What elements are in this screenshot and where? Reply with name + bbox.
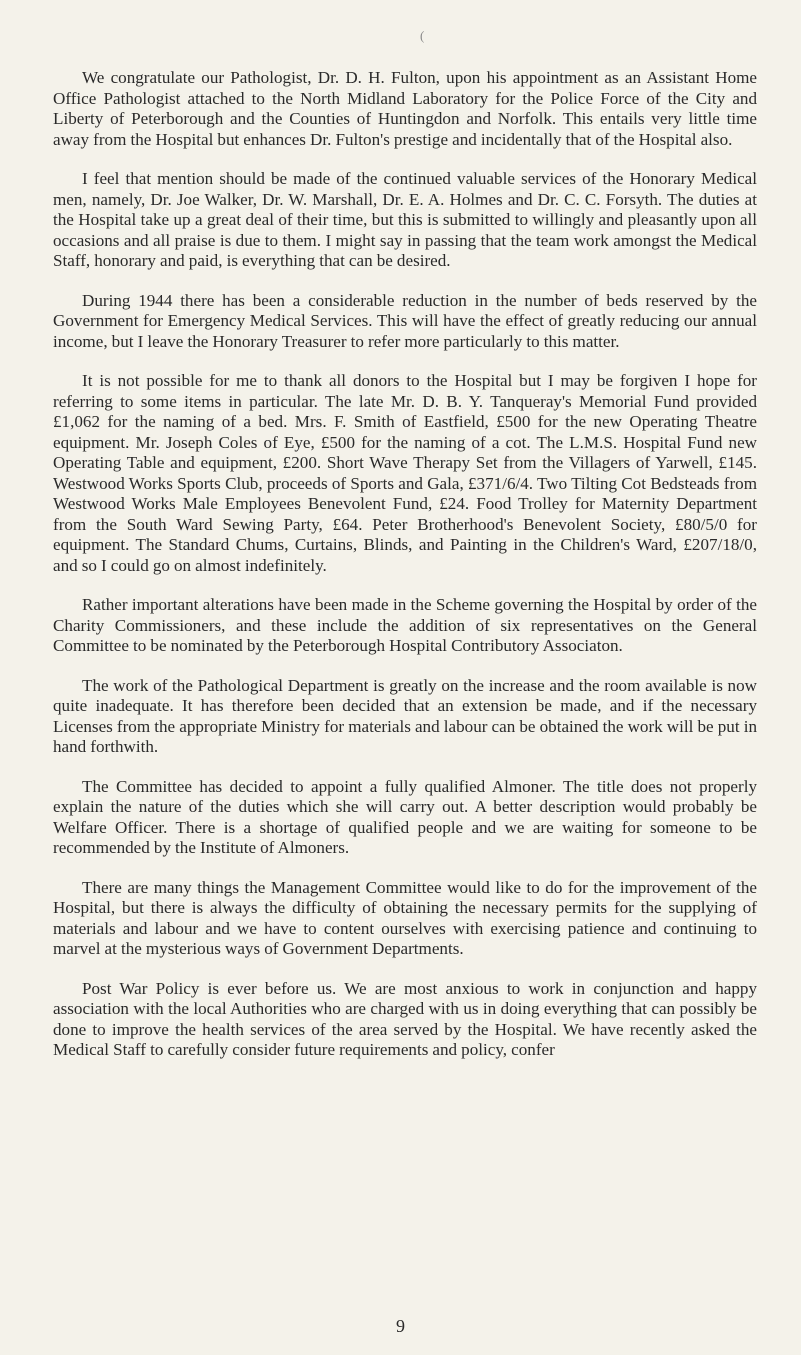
paragraph-pathological-department: The work of the Pathological Department is greatly on the increase and the room available is now quite inadequate. It has therefore been decided that an extension be made, and if the necessary Licenses from the appropriate Ministry for materials and labour can be obtained the work will be put in hand forthwith. (53, 675, 757, 756)
paragraph-scheme-alterations: Rather important alterations have been made in the Scheme governing the Hospital by order of the Charity Commissioners, and these include the addition of six representatives on the General Committee to be nominated by the Peterborough Hospital Contributory Associaton. (53, 595, 757, 655)
page-number: 9 (396, 1316, 405, 1336)
paragraph-bed-reduction: During 1944 there has been a considerable reduction in the number of beds reserved by the Government for Emergency Medical Services. This will have the effect of greatly reducing our annual income, but I leave the Honorary Treasurer to refer more particularly to this matter. (53, 290, 757, 351)
paragraph-pathologist-appointment: We congratulate our Pathologist, Dr. D. H. Fulton, upon his appointment as an Assistant Home Office Pathologist attached to the North Midland Laboratory for the Police Force of the City and Liberty of Peterborough and the Counties of Huntingdon and Norfolk. This entails very little time away from the Hospital but enhances Dr. Fulton's prestige and incidentally that of the Hospital also. (53, 68, 757, 149)
paragraph-almoner: The Committee has decided to appoint a fully qualified Almoner. The title does not properly explain the nature of the duties which she will carry out. A better description would probably be Welfare Officer. There is a shortage of qualified people and we are waiting for someone to be recommended by the Institute of Almoners. (53, 776, 757, 857)
paragraph-honorary-medical-men: I feel that mention should be made of the continued valuable services of the Honorary Medical men, namely, Dr. Joe Walker, Dr. W. Marshall, Dr. E. A. Holmes and Dr. C. C. Forsyth. The duties at the Hospital take up a great deal of their time, but this is submitted to willingly and pleasantly upon all occasions and all praise is due to them. I might say in passing that the team work amongst the Medical Staff, honorary and paid, is everything that can be desired. (53, 169, 757, 270)
paragraph-management-committee: There are many things the Management Committee would like to do for the improvement of the Hospital, but there is always the difficulty of obtaining the necessary permits for the supplying of materials and labour and we have to content ourselves with exercising patience and continuing to marvel at the mysterious ways of Government Departments. (53, 877, 757, 958)
paragraph-post-war-policy: Post War Policy is ever before us. We are most anxious to work in conjunction and happy association with the local Authorities who are charged with us in doing everything that can possibly be done to improve the health services of the area served by the Hospital. We have recently asked the Medical Staff to carefully consider future requirements and policy, confer (53, 978, 757, 1059)
paragraph-donors: It is not possible for me to thank all donors to the Hospital but I may be forgiven I hope for referring to some items in particular. The late Mr. D. B. Y. Tanqueray's Memorial Fund provided £1,062 for the naming of a bed. Mrs. F. Smith of Eastfield, £500 for the new Operating Theatre equipment. Mr. Joseph Coles of Eye, £500 for the naming of a cot. The L.M.S. Hospital Fund new Operating Table and equipment, £200. Short Wave Therapy Set from the Villagers of Yarwell, £145. Westwood Works Sports Club, proceeds of Sports and Gala, £371/6/4. Two Tilting Cot Bedsteads from Westwood Works Male Employees Benevolent Fund, £24. Food Trolley for Maternity Department from the South Ward Sewing Party, £64. Peter Brotherhood's Benevolent Society, £80/5/0 for equipment. The Standard Chums, Curtains, Blinds, and Painting in the Children's Ward, £207/18/0, and so I could go on almost indefinitely. (53, 371, 757, 575)
page-mark: ( (420, 28, 425, 43)
